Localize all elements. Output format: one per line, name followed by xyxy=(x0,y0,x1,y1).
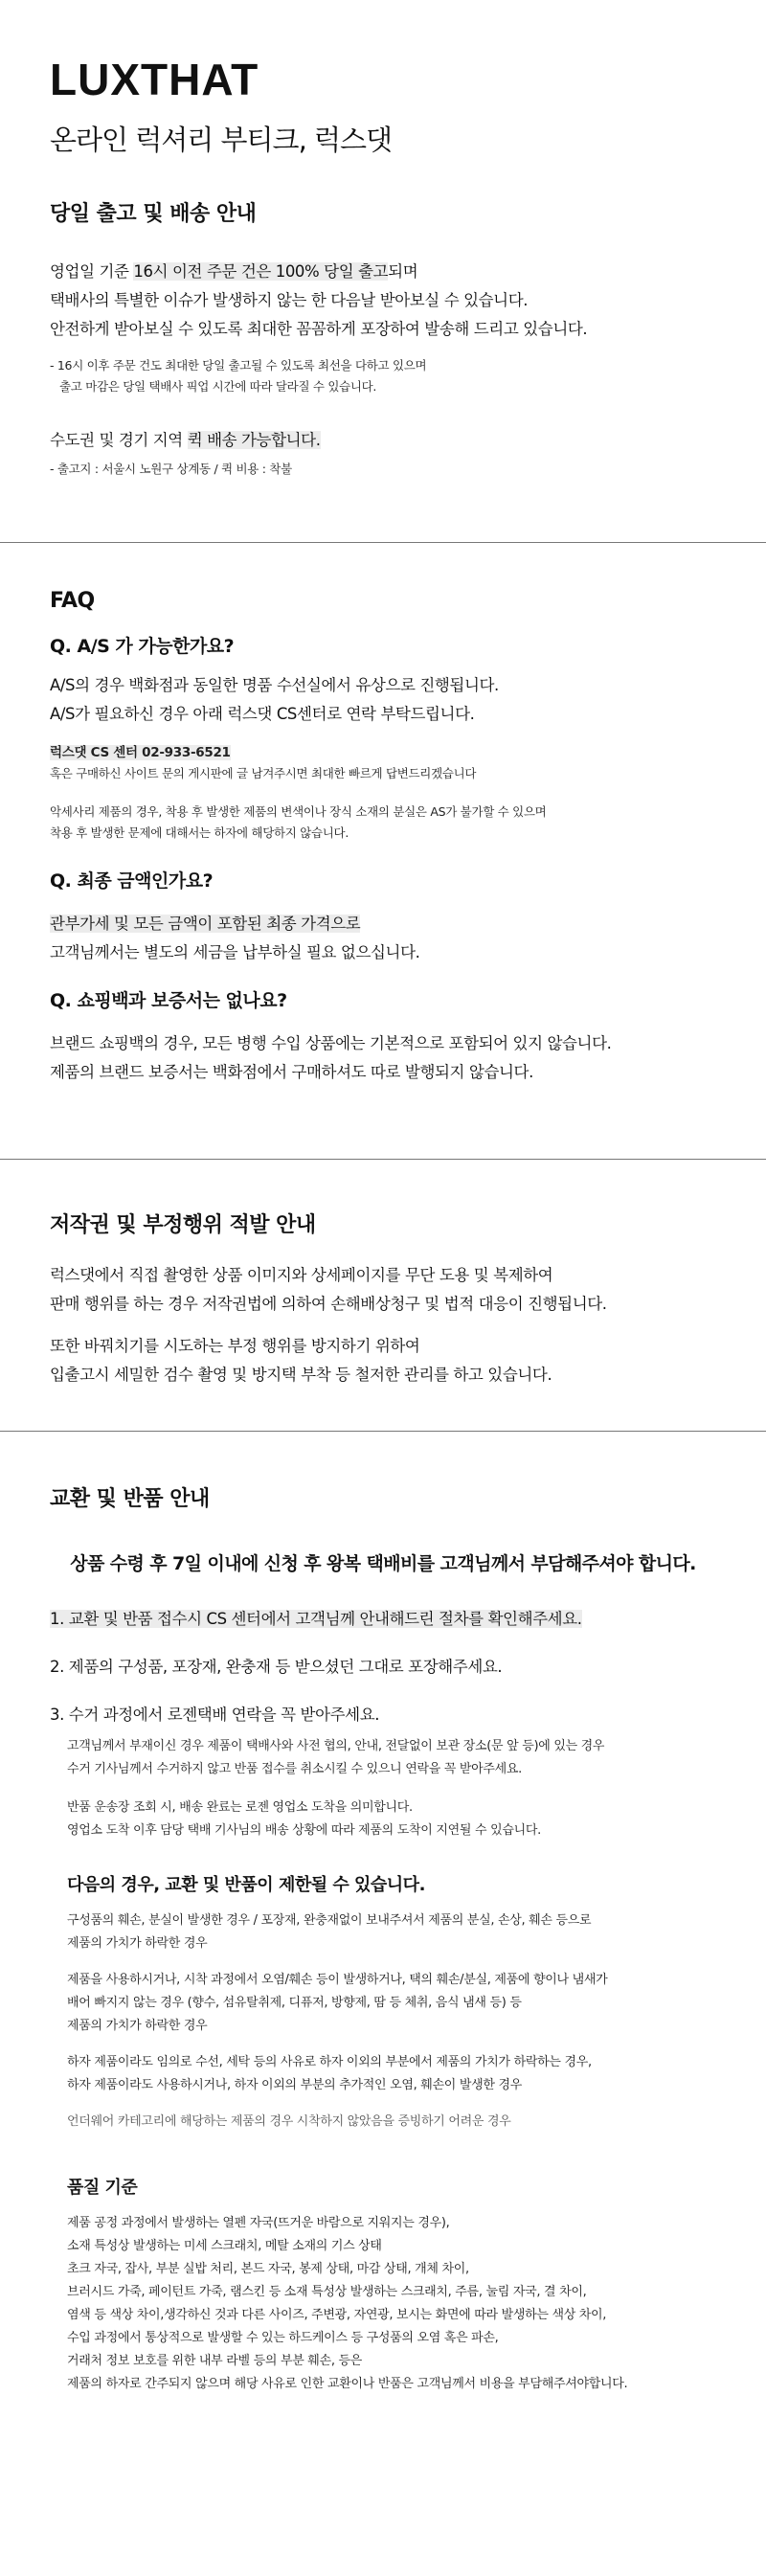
quick-delivery-line: 수도권 및 경기 지역 퀵 배송 가능합니다. xyxy=(50,431,321,449)
return-note-2: 수거 기사님께서 수거하지 않고 반품 접수를 취소시킬 수 있으니 연락을 꼭 받아주세요. xyxy=(67,1762,523,1776)
cs-center-note: 혹은 구매하신 사이트 문의 게시판에 글 남겨주시면 최대한 빠르게 답변드리겠습니다 xyxy=(50,766,477,780)
shipping-section xyxy=(50,197,728,480)
return-note-4: 영업소 도착 이후 담당 택배 기사님의 배송 상황에 따라 제품의 도착이 지연될 수 있습니다. xyxy=(67,1823,541,1838)
faq-q3-question: Q. 쇼핑백과 보증서는 없나요? xyxy=(50,990,287,1011)
quick-note: - 출고지 : 서울시 노원구 상계동 / 퀵 비용 : 착불 xyxy=(50,462,292,476)
faq-q2-answer-1: 관부가세 및 모든 금액이 포함된 최종 가격으로 xyxy=(50,915,361,933)
faq-q1-answer-2: A/S가 필요하신 경우 아래 럭스댓 CS센터로 연락 부탁드립니다. xyxy=(50,705,475,723)
tagline: 온라인 럭셔리 부티크, 럭스댓 xyxy=(50,124,393,156)
divider xyxy=(0,1431,766,1432)
return-note-1: 고객님께서 부재이신 경우 제품이 택배사와 사전 협의, 안내, 전달없이 보관 장소(문 앞 등)에 있는 경우 xyxy=(67,1739,605,1753)
limit-2b: 배어 빠지지 않는 경우 (향수, 섬유탈취제, 디퓨저, 방향제, 땀 등 체취, 음식 냄새 등) 등 xyxy=(67,1996,522,2010)
divider xyxy=(0,542,766,543)
copyright-line-1: 럭스댓에서 직접 촬영한 상품 이미지와 상세페이지를 무단 도용 및 복제하여 xyxy=(50,1266,553,1284)
shipping-note-2: 출고 마감은 당일 택배사 픽업 시간에 따라 달라질 수 있습니다. xyxy=(59,379,377,394)
quality-line: 수입 과정에서 통상적으로 발생할 수 있는 하드케이스 등 구성품의 오염 혹은 파손, xyxy=(67,2331,499,2345)
faq-q1-answer-1: A/S의 경우 백화점과 동일한 명품 수선실에서 유상으로 진행됩니다. xyxy=(50,676,499,694)
faq-q2-answer-2: 고객님께서는 별도의 세금을 납부하실 필요 없으십니다. xyxy=(50,943,420,961)
return-step-1: 1. 교환 및 반품 접수시 CS 센터에서 고객님께 안내해드린 절차를 확인해주세요. xyxy=(50,1610,582,1628)
faq-q1-note-2: 착용 후 발생한 문제에 대해서는 하자에 해당하지 않습니다. xyxy=(50,825,349,840)
quality-list xyxy=(67,2212,728,2396)
quality-line: 초크 자국, 잡사, 부분 실밥 처리, 본드 자국, 봉제 상태, 마감 상태, 개체 차이, xyxy=(67,2262,469,2276)
quality-line: 소재 특성상 발생하는 미세 스크래치, 메탈 소재의 기스 상태 xyxy=(67,2239,382,2253)
copyright-line-3: 또한 바꿔치기를 시도하는 부정 행위를 방지하기 위하여 xyxy=(50,1337,420,1355)
returns-section xyxy=(50,1482,728,1512)
return-note-3: 반품 운송장 조회 시, 배송 완료는 로젠 영업소 도착을 의미합니다. xyxy=(67,1800,413,1815)
shipping-line-2: 택배사의 특별한 이슈가 발생하지 않는 한 다음날 받아보실 수 있습니다. xyxy=(50,291,529,309)
faq-q2-question: Q. 최종 금액인가요? xyxy=(50,870,214,892)
faq-q1-note-1: 악세사리 제품의 경우, 착용 후 발생한 제품의 변색이나 장식 소재의 분실은 AS가 불가할 수 있으며 xyxy=(50,804,547,819)
faq-section xyxy=(50,589,728,1087)
return-step-2: 2. 제품의 구성품, 포장재, 완충재 등 받으셨던 그대로 포장해주세요. xyxy=(50,1658,503,1676)
returns-title: 교환 및 반품 안내 xyxy=(50,1487,210,1511)
returns-notice: 상품 수령 후 7일 이내에 신청 후 왕복 택배비를 고객님께서 부담해주셔야 합니다. xyxy=(70,1553,696,1574)
copyright-section xyxy=(50,1209,728,1390)
faq-title: FAQ xyxy=(50,589,95,613)
limit-1a: 구성품의 훼손, 분실이 발생한 경우 / 포장재, 완충재없이 보내주셔서 제품의 분실, 손상, 훼손 등으로 xyxy=(67,1913,592,1928)
shipping-line-1: 영업일 기준 16시 이전 주문 건은 100% 당일 출고되며 xyxy=(50,262,418,281)
copyright-title: 저작권 및 부정행위 적발 안내 xyxy=(50,1213,316,1237)
quick-highlight: 퀵 배송 가능합니다. xyxy=(187,431,321,449)
shipping-line-3: 안전하게 받아보실 수 있도록 최대한 꼼꼼하게 포장하여 발송해 드리고 있습니다. xyxy=(50,320,588,338)
shipping-note-1: - 16시 이후 주문 건도 최대한 당일 출고될 수 있도록 최선을 다하고 있으며 xyxy=(50,358,427,373)
return-step-3: 3. 수거 과정에서 로젠택배 연락을 꼭 받아주세요. xyxy=(50,1706,380,1724)
quality-line: 제품의 하자로 간주되지 않으며 해당 사유로 인한 교환이나 반품은 고객님께서 비용을 부담해주셔야합니다. xyxy=(67,2377,628,2391)
limit-3b: 하자 제품이라도 사용하시거나, 하자 이외의 부분의 추가적인 오염, 훼손이 발생한 경우 xyxy=(67,2078,523,2092)
limit-3a: 하자 제품이라도 임의로 수선, 세탁 등의 사유로 하자 이외의 부분에서 제품의 가치가 하락하는 경우, xyxy=(67,2055,592,2069)
copyright-line-4: 입출고시 세밀한 검수 촬영 및 방지택 부착 등 철저한 관리를 하고 있습니다. xyxy=(50,1366,552,1384)
divider xyxy=(0,1159,766,1160)
returns-steps xyxy=(50,1605,728,2396)
limit-2a: 제품을 사용하시거나, 시착 과정에서 오염/훼손 등이 발생하거나, 택의 훼손/분실, 제품에 향이나 냄새가 xyxy=(67,1973,608,1987)
quality-title: 품질 기준 xyxy=(67,2178,138,2198)
shipping-title: 당일 출고 및 배송 안내 xyxy=(50,202,257,226)
quality-line: 염색 등 색상 차이,생각하신 것과 다른 사이즈, 주변광, 자연광, 보시는 화면에 따라 발생하는 색상 차이, xyxy=(67,2308,607,2322)
faq-q1-question: Q. A/S 가 가능한가요? xyxy=(50,636,235,657)
cs-center-label: 럭스댓 CS 센터 02-933-6521 xyxy=(50,745,231,760)
quality-line: 브러시드 가죽, 페이턴트 가죽, 램스킨 등 소재 특성상 발생하는 스크래치, 주름, 눌림 자국, 결 차이, xyxy=(67,2285,587,2299)
faq-q3-answer-1: 브랜드 쇼핑백의 경우, 모든 병행 수입 상품에는 기본적으로 포함되어 있지 않습니다. xyxy=(50,1034,612,1052)
copyright-line-2: 판매 행위를 하는 경우 저작권법에 의하여 손해배상청구 및 법적 대응이 진행됩니다. xyxy=(50,1295,607,1313)
limits-title: 다음의 경우, 교환 및 반품이 제한될 수 있습니다. xyxy=(67,1875,425,1895)
faq-q3-answer-2: 제품의 브랜드 보증서는 백화점에서 구매하셔도 따로 발행되지 않습니다. xyxy=(50,1063,533,1081)
limit-1b: 제품의 가치가 하락한 경우 xyxy=(67,1936,208,1951)
quality-line: 제품 공정 과정에서 발생하는 열펜 자국(뜨거운 바람으로 지워지는 경우), xyxy=(67,2216,450,2230)
header xyxy=(0,0,766,158)
limit-4: 언더웨어 카테고리에 해당하는 제품의 경우 시착하지 않았음을 증빙하기 어려운 경우 xyxy=(67,2114,511,2129)
brand-logo: LUXTHAT xyxy=(50,55,259,104)
same-day-highlight: 16시 이전 주문 건은 100% 당일 출고 xyxy=(133,262,389,281)
quality-line: 거래처 정보 보호를 위한 내부 라벨 등의 부분 훼손, 등은 xyxy=(67,2354,362,2368)
limit-2c: 제품의 가치가 하락한 경우 xyxy=(67,2019,208,2033)
